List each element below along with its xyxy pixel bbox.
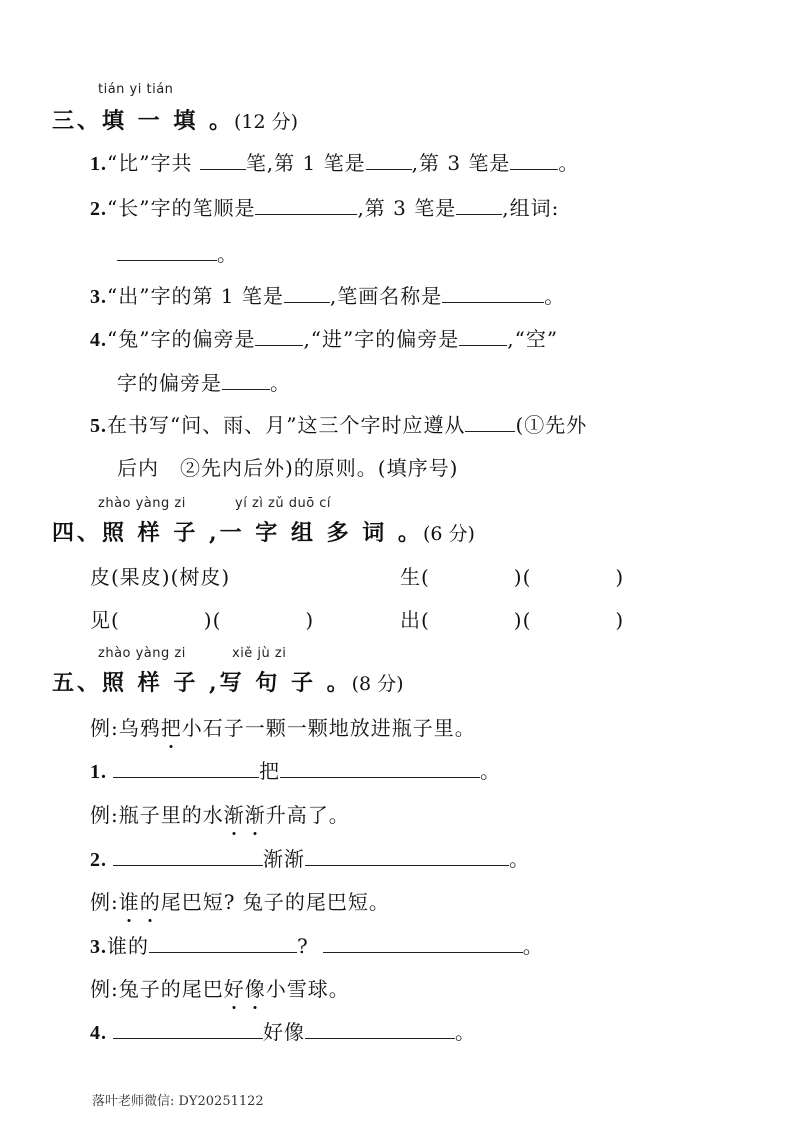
q3-text-c: 。 [544, 284, 566, 308]
q2-blank-1[interactable] [255, 192, 357, 215]
s3-blank-2[interactable] [323, 930, 523, 953]
ex1-text-a: 例:乌鸦 [90, 716, 161, 740]
section4-pinyin-a: zhào yàng zi [98, 496, 186, 511]
s2-end: 。 [509, 847, 530, 871]
q1-number: 1. [90, 153, 107, 175]
s1-end: 。 [480, 759, 501, 783]
q5-text-b: (①先外 [515, 413, 588, 437]
sec5-sentence-4 [90, 1016, 476, 1045]
section3-pinyin: tián yi tián [98, 82, 174, 97]
q2-text-a: “长”字的笔顺是 [107, 196, 256, 220]
q4-blank-1[interactable] [255, 323, 303, 346]
section3-title: 三、填 一 填 。 [52, 108, 234, 134]
q3-text-a: “出”字的第 1 笔是 [107, 284, 284, 308]
s2-blank-2[interactable] [305, 843, 509, 866]
q2-blank-3[interactable] [117, 238, 217, 261]
q4-line-2 [117, 367, 291, 396]
ex4-text-b: 小雪球。 [265, 977, 350, 1001]
q4-text-c: ,“空” [507, 327, 559, 351]
q4-text-a: “兔”字的偏旁是 [107, 327, 256, 351]
s4-end: 。 [455, 1020, 476, 1044]
sec5-sentence-2 [90, 843, 530, 872]
q1-blank-1[interactable] [200, 147, 246, 170]
section3-score: (12 分) [233, 111, 299, 133]
section5-heading [52, 666, 404, 697]
q2-line-2 [117, 238, 238, 267]
ex3-dot-char-1: 谁 [119, 886, 140, 915]
q5-number: 5. [90, 415, 107, 437]
s4-number: 4. [90, 1022, 107, 1044]
section5-score: (8 分) [351, 673, 404, 695]
ex4-dot-char-2: 像 [245, 973, 266, 1002]
ex2-dot-char-1: 渐 [224, 799, 245, 828]
q3-blank-2[interactable] [442, 280, 544, 303]
q3-line [90, 280, 565, 309]
q1-blank-3[interactable] [510, 147, 558, 170]
section4-pinyin-b: yí zì zǔ duō cí [235, 496, 332, 511]
s3-number: 3. [90, 936, 107, 958]
section4-heading [52, 516, 475, 547]
q3-text-b: ,笔画名称是 [329, 284, 443, 308]
s3-blank-1[interactable] [149, 930, 297, 953]
sec4-example: 皮(果皮)(树皮) [90, 565, 231, 589]
q3-number: 3. [90, 286, 107, 308]
sec4-item-chu[interactable]: 出( )( ) [400, 608, 625, 632]
section5-title: 五、照 样 子 ,写 句 子 。 [52, 670, 352, 696]
q2-text-d: 。 [217, 242, 238, 266]
s1-blank-1[interactable] [113, 755, 259, 778]
q5-line [90, 409, 587, 438]
q5-line-2: 后内 ②先内后外)的原则。(填序号) [117, 456, 459, 480]
s2-number: 2. [90, 849, 107, 871]
q1-line [90, 147, 579, 176]
ex2-text-a: 例:瓶子里的水 [90, 803, 224, 827]
section3-heading [52, 104, 298, 135]
sec5-example-4 [90, 973, 350, 1002]
sec4-item-sheng[interactable]: 生( )( ) [400, 565, 625, 589]
ex2-dot-char-2: 渐 [245, 799, 266, 828]
q4-text-d: 字的偏旁是 [117, 371, 222, 395]
q4-text-b: ,“进”字的偏旁是 [303, 327, 460, 351]
q2-text-b: ,第 3 笔是 [357, 196, 457, 220]
q1-text-c: ,第 3 笔是 [411, 151, 511, 175]
s3-question-mark: ? [297, 934, 309, 958]
q2-text-c: ,组词: [502, 196, 560, 220]
section4-score: (6 分) [422, 523, 475, 545]
sec5-example-2 [90, 799, 350, 828]
ex4-text-a: 例:兔子的尾巴 [90, 977, 224, 1001]
q5-blank[interactable] [465, 409, 515, 432]
s4-blank-2[interactable] [305, 1016, 455, 1039]
ex3-text-a: 例: [90, 890, 119, 914]
s1-number: 1. [90, 761, 107, 783]
q3-blank-1[interactable] [284, 280, 330, 303]
ex1-text-b: 小石子一颗一颗地放进瓶子里。 [181, 716, 476, 740]
s2-blank-1[interactable] [113, 843, 263, 866]
section5-pinyin-a: zhào yàng zi [98, 646, 186, 661]
q4-text-e: 。 [270, 371, 291, 395]
q5-text-a: 在书写“问、雨、月”这三个字时应遵从 [107, 413, 466, 437]
sec5-sentence-1 [90, 755, 501, 784]
s1-blank-2[interactable] [280, 755, 480, 778]
sec4-item-jian[interactable]: 见( )( ) [90, 608, 315, 632]
q1-blank-2[interactable] [366, 147, 412, 170]
section4-title: 四、照 样 子 ,一 字 组 多 词 。 [52, 520, 423, 546]
ex2-text-b: 升高了。 [265, 803, 350, 827]
q2-blank-2[interactable] [456, 192, 502, 215]
sec5-sentence-3 [90, 930, 544, 959]
s1-word: 把 [259, 759, 280, 783]
q1-text-a: “比”字共 [107, 151, 193, 175]
q2-number: 2. [90, 198, 107, 220]
s4-blank-1[interactable] [113, 1016, 263, 1039]
ex1-dot-char: 把 [161, 712, 182, 741]
q2-line [90, 192, 559, 221]
section5-pinyin-b: xiě jù zi [232, 646, 287, 661]
s3-end: 。 [522, 934, 544, 958]
footer-watermark: 落叶老师微信: DY20251122 [92, 1094, 264, 1109]
ex3-text-b: 尾巴短? 兔子的尾巴短。 [160, 890, 390, 914]
q1-text-d: 。 [558, 151, 580, 175]
q4-line [90, 323, 558, 352]
ex3-dot-char-2: 的 [140, 886, 161, 915]
q4-blank-3[interactable] [222, 367, 270, 390]
s2-word: 渐渐 [263, 847, 305, 871]
s4-word: 好像 [263, 1020, 305, 1044]
q1-text-b: 笔,第 1 笔是 [245, 151, 366, 175]
q4-blank-2[interactable] [459, 323, 507, 346]
sec5-example-1 [90, 712, 476, 741]
sec5-example-3 [90, 886, 390, 915]
ex4-dot-char-1: 好 [224, 973, 245, 1002]
q4-number: 4. [90, 329, 107, 351]
s3-word: 谁的 [107, 934, 149, 958]
